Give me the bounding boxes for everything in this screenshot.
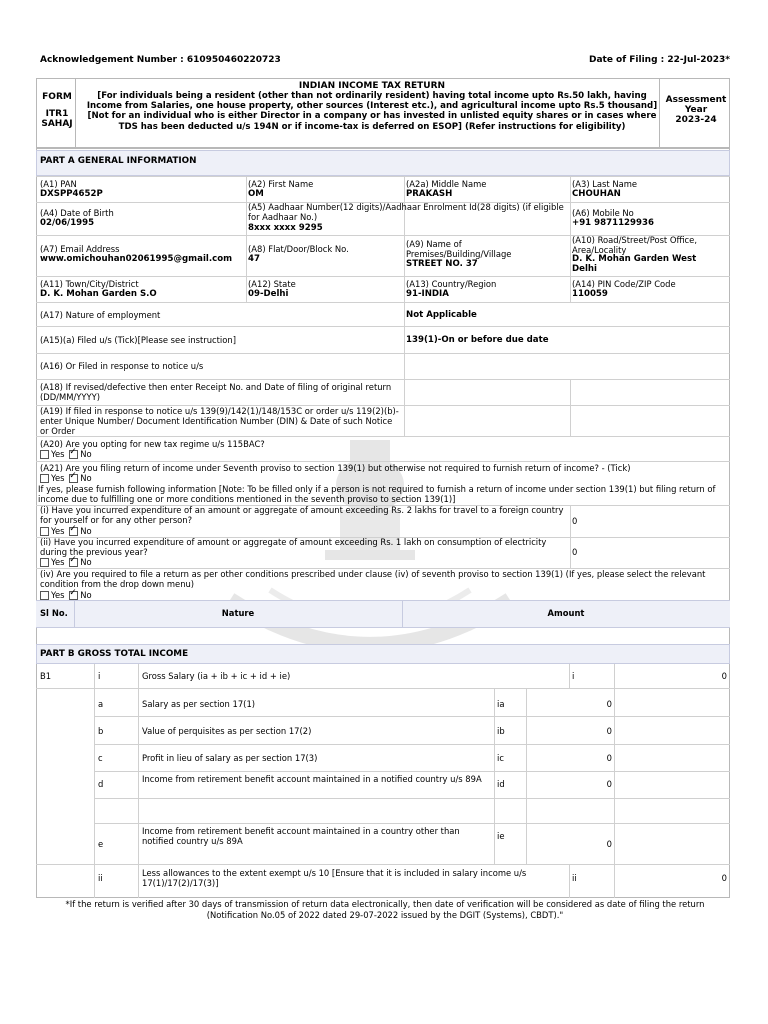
ic-value: 0 [606, 753, 612, 763]
date-of-filing: Date of Filing : 22-Jul-2023* [588, 55, 730, 65]
ie-code: ie [497, 831, 505, 841]
row-a-marker: a [98, 699, 104, 709]
premises-label: (A9) Name of Premises/Building/Village [406, 239, 512, 259]
ia-label: Salary as per section 17(1) [142, 699, 256, 709]
q2-options: Yes ✓ No [40, 557, 92, 567]
assessment-year-label: Assessment Year [665, 95, 727, 115]
a17-label: (A17) Nature of employment [40, 310, 161, 320]
ib-label: Value of perquisites as per section 17(2) [142, 726, 312, 736]
ie-label: Income from retirement benefit account maintained in a country other than notified country u/s 89A [142, 826, 460, 846]
q1-options: Yes ✓ No [40, 526, 92, 536]
q2-label: (ii) Have you incurred expenditure of amount or aggregate of amount exceeding Rs. 1 lakh on consumption of electricity during the previous year? [40, 537, 547, 557]
col-amount: Amount [547, 608, 585, 618]
q1-no-checkbox[interactable] [69, 527, 78, 536]
row-c-marker: c [98, 753, 103, 763]
assessment-year-value: 2023-24 [675, 115, 717, 125]
col-nature: Nature [221, 608, 255, 618]
town-label: (A11) Town/City/District [40, 279, 139, 289]
pin-value: 110059 [572, 289, 608, 299]
middle-name-label: (A2a) Middle Name [406, 179, 487, 189]
form-title: INDIAN INCOME TAX RETURN [298, 81, 446, 91]
b1-sub-i: i [98, 671, 101, 681]
q4-label: (iv) Are you required to file a return as per other conditions prescribed under clause (iv) of seventh proviso to section 139(1) (If yes, please select the relevant condition from the drop down menu) [40, 569, 706, 589]
a20-yes-checkbox[interactable] [40, 450, 49, 459]
first-name-value: OM [248, 189, 264, 199]
a19-label: (A19) If filed in response to notice u/s 139(9)/142(1)/148/153C or order u/s 119(2)(b)- enter Unique Number/ Document Identification Number (DIN) & Date of such Notice or Order [40, 406, 399, 436]
pin-label: (A14) PIN Code/ZIP Code [572, 279, 676, 289]
ic-code: ic [497, 753, 504, 763]
form-description: [For individuals being a resident (other than not ordinarily resident) having total income upto Rs.50 lakh, having Income from Salaries, one house property, other sources (Interest etc.), and agricultural income upto Rs.5 thousand] [Not for an individual who is either Director in a company or has invested in unlisted equity shares or in cases where TDS has been deducted u/s 194N or if income-tax is deferred on ESOP] (Refer instructions for eligibility) [86, 91, 658, 132]
a18-label: (A18) If revised/defective then enter Receipt No. and Date of filing of original return (DD/MM/YYYY) [40, 382, 392, 402]
a16-label: (A16) Or Filed in response to notice u/s [40, 361, 204, 371]
ii-code: ii [572, 873, 577, 883]
id-value: 0 [606, 779, 612, 789]
ie-value: 0 [606, 839, 612, 849]
road-label: (A10) Road/Street/Post Office, Area/Locality [572, 235, 697, 255]
town-value: D. K. Mohan Garden S.O [40, 289, 157, 299]
id-code: id [497, 779, 505, 789]
aadhaar-label: (A5) Aadhaar Number(12 digits)/Aadhaar Enrolment Id(28 digits) (if eligible for Aadhaar No.) [248, 202, 564, 222]
form-name: ITR1 SAHAJ [41, 109, 73, 129]
furnish-info-note: If yes, please furnish following information [Note: To be filled only if a person is not required to furnish a return of income under section 139(1) but filing return of income due to fulfilling one or more conditions mentioned in the seventh proviso to section 139(1)] [38, 484, 716, 504]
last-name-label: (A3) Last Name [572, 179, 638, 189]
a20-options: Yes ✓ No [40, 449, 92, 459]
country-label: (A13) Country/Region [406, 279, 497, 289]
mobile-label: (A6) Mobile No [572, 208, 634, 218]
q2-value: 0 [572, 547, 578, 557]
email-value: www.omichouhan02061995@gmail.com [40, 254, 233, 264]
dob-value: 02/06/1995 [40, 218, 95, 228]
row-d-marker: d [98, 779, 104, 789]
q4-no-checkbox[interactable] [69, 591, 78, 600]
flat-label: (A8) Flat/Door/Block No. [248, 244, 349, 254]
a20-label: (A20) Are you opting for new tax regime u/s 115BAC? [40, 439, 265, 449]
id-label: Income from retirement benefit account maintained in a notified country u/s 89A [142, 774, 482, 784]
ia-code: ia [497, 699, 505, 709]
ib-code: ib [497, 726, 505, 736]
row-e-marker: e [98, 839, 104, 849]
q1-value: 0 [572, 516, 578, 526]
b1-label: B1 [40, 671, 52, 681]
flat-value: 47 [248, 254, 260, 264]
middle-name-value: PRAKASH [406, 189, 453, 199]
part-b-title: PART B GROSS TOTAL INCOME [36, 644, 730, 664]
part-a-title: PART A GENERAL INFORMATION [36, 150, 730, 176]
a21-no-checkbox[interactable] [69, 474, 78, 483]
gross-salary-value: 0 [721, 671, 727, 681]
a17-value: Not Applicable [406, 310, 477, 320]
ii-value: 0 [721, 873, 727, 883]
pan-label: (A1) PAN [40, 179, 77, 189]
a21-yes-checkbox[interactable] [40, 474, 49, 483]
a21-options: Yes ✓ No [40, 473, 92, 483]
pan-value: DXSPP4652P [40, 189, 103, 199]
q4-yes-checkbox[interactable] [40, 591, 49, 600]
ic-label: Profit in lieu of salary as per section 17(3) [142, 753, 318, 763]
last-name-value: CHOUHAN [572, 189, 621, 199]
email-label: (A7) Email Address [40, 244, 120, 254]
gross-salary-code: i [572, 671, 575, 681]
q1-label: (i) Have you incurred expenditure of an amount or aggregate of amount exceeding Rs. 2 lakhs for travel to a foreign country for yourself or for any other person? [40, 505, 564, 525]
ii-label: Less allowances to the extent exempt u/s 10 [Ensure that it is included in salary income u/s 17(1)/17(2)/17(3)] [142, 868, 527, 888]
ib-value: 0 [606, 726, 612, 736]
country-value: 91-INDIA [406, 289, 449, 299]
a15-label: (A15)(a) Filed u/s (Tick)[Please see instruction] [40, 335, 236, 345]
ia-value: 0 [606, 699, 612, 709]
a21-label: (A21) Are you filing return of income under Seventh proviso to section 139(1) but otherwise not required to furnish return of income? - (Tick) [40, 463, 631, 473]
col-sl-no: Sl No. [40, 608, 68, 618]
road-value: D. K. Mohan Garden West Delhi [572, 254, 697, 274]
state-label: (A12) State [248, 279, 296, 289]
first-name-label: (A2) First Name [248, 179, 314, 189]
mobile-value: +91 9871129936 [572, 218, 654, 228]
aadhaar-value: 8xxx xxxx 9295 [248, 223, 323, 233]
q1-yes-checkbox[interactable] [40, 527, 49, 536]
acknowledgement-number: Acknowledgement Number : 610950460220723 [40, 55, 281, 65]
form-word: FORM [42, 92, 72, 102]
dob-label: (A4) Date of Birth [40, 208, 114, 218]
q4-options: Yes ✓ No [40, 590, 92, 600]
row-b-marker: b [98, 726, 104, 736]
a15-value: 139(1)-On or before due date [406, 335, 549, 345]
q2-no-checkbox[interactable] [69, 558, 78, 567]
a20-no-checkbox[interactable] [69, 450, 78, 459]
q2-yes-checkbox[interactable] [40, 558, 49, 567]
verification-footnote: *If the return is verified after 30 days of transmission of return data electronically, then date of verification will be considered as date of filing the return (Notification No.05 of 2022 dated 29-07-2022 issued by the DGIT (Systems), CBDT)." [65, 899, 705, 920]
state-value: 09-Delhi [248, 289, 289, 299]
gross-salary-label: Gross Salary (ia + ib + ic + id + ie) [142, 671, 291, 681]
row-ii-marker: ii [98, 873, 103, 883]
premises-value: STREET NO. 37 [406, 259, 478, 269]
